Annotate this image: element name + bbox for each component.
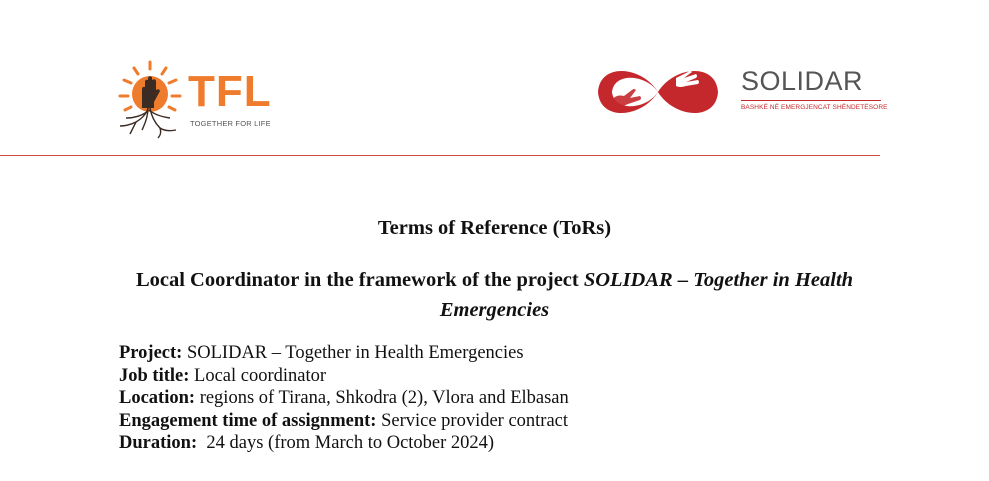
solidar-wordmark: SOLIDAR: [741, 66, 864, 96]
detail-job-title: [119, 365, 569, 388]
detail-value: Service provider contract: [376, 410, 569, 431]
subtitle-prefix: Local Coordinator in the framework of the project: [135, 269, 584, 291]
detail-label: Engagement time of assignment:: [119, 410, 377, 431]
detail-value: 24 days (from March to October 2024): [197, 433, 495, 453]
subtitle-project-name: SOLIDAR – Together in Health Emergencies: [439, 269, 854, 321]
tfl-tagline: TOGETHER FOR LIFE: [190, 119, 271, 128]
tfl-wordmark: TFL: [188, 67, 272, 116]
header-divider: [0, 155, 880, 156]
details-list: [119, 342, 569, 455]
detail-project: [119, 342, 569, 365]
solidar-tagline: BASHKË NË EMERGJENCAT SHËNDETËSORE: [741, 104, 888, 111]
detail-label: Job title:: [119, 365, 190, 386]
document-title: Terms of Reference (ToRs): [377, 217, 612, 239]
detail-label: Project:: [119, 343, 183, 363]
document-subtitle: [100, 265, 889, 325]
detail-location: [119, 387, 569, 410]
detail-value: SOLIDAR – Together in Health Emergencies: [182, 343, 524, 363]
detail-label: Duration:: [119, 433, 198, 453]
solidar-infinity-logo-icon: [592, 56, 724, 128]
detail-engagement: [119, 410, 569, 433]
solidar-underline: [741, 100, 881, 101]
detail-duration: [119, 432, 569, 455]
detail-value: regions of Tirana, Shkodra (2), Vlora and Elbasan: [195, 388, 569, 408]
detail-label: Location:: [119, 388, 196, 408]
detail-value: Local coordinator: [189, 365, 327, 386]
